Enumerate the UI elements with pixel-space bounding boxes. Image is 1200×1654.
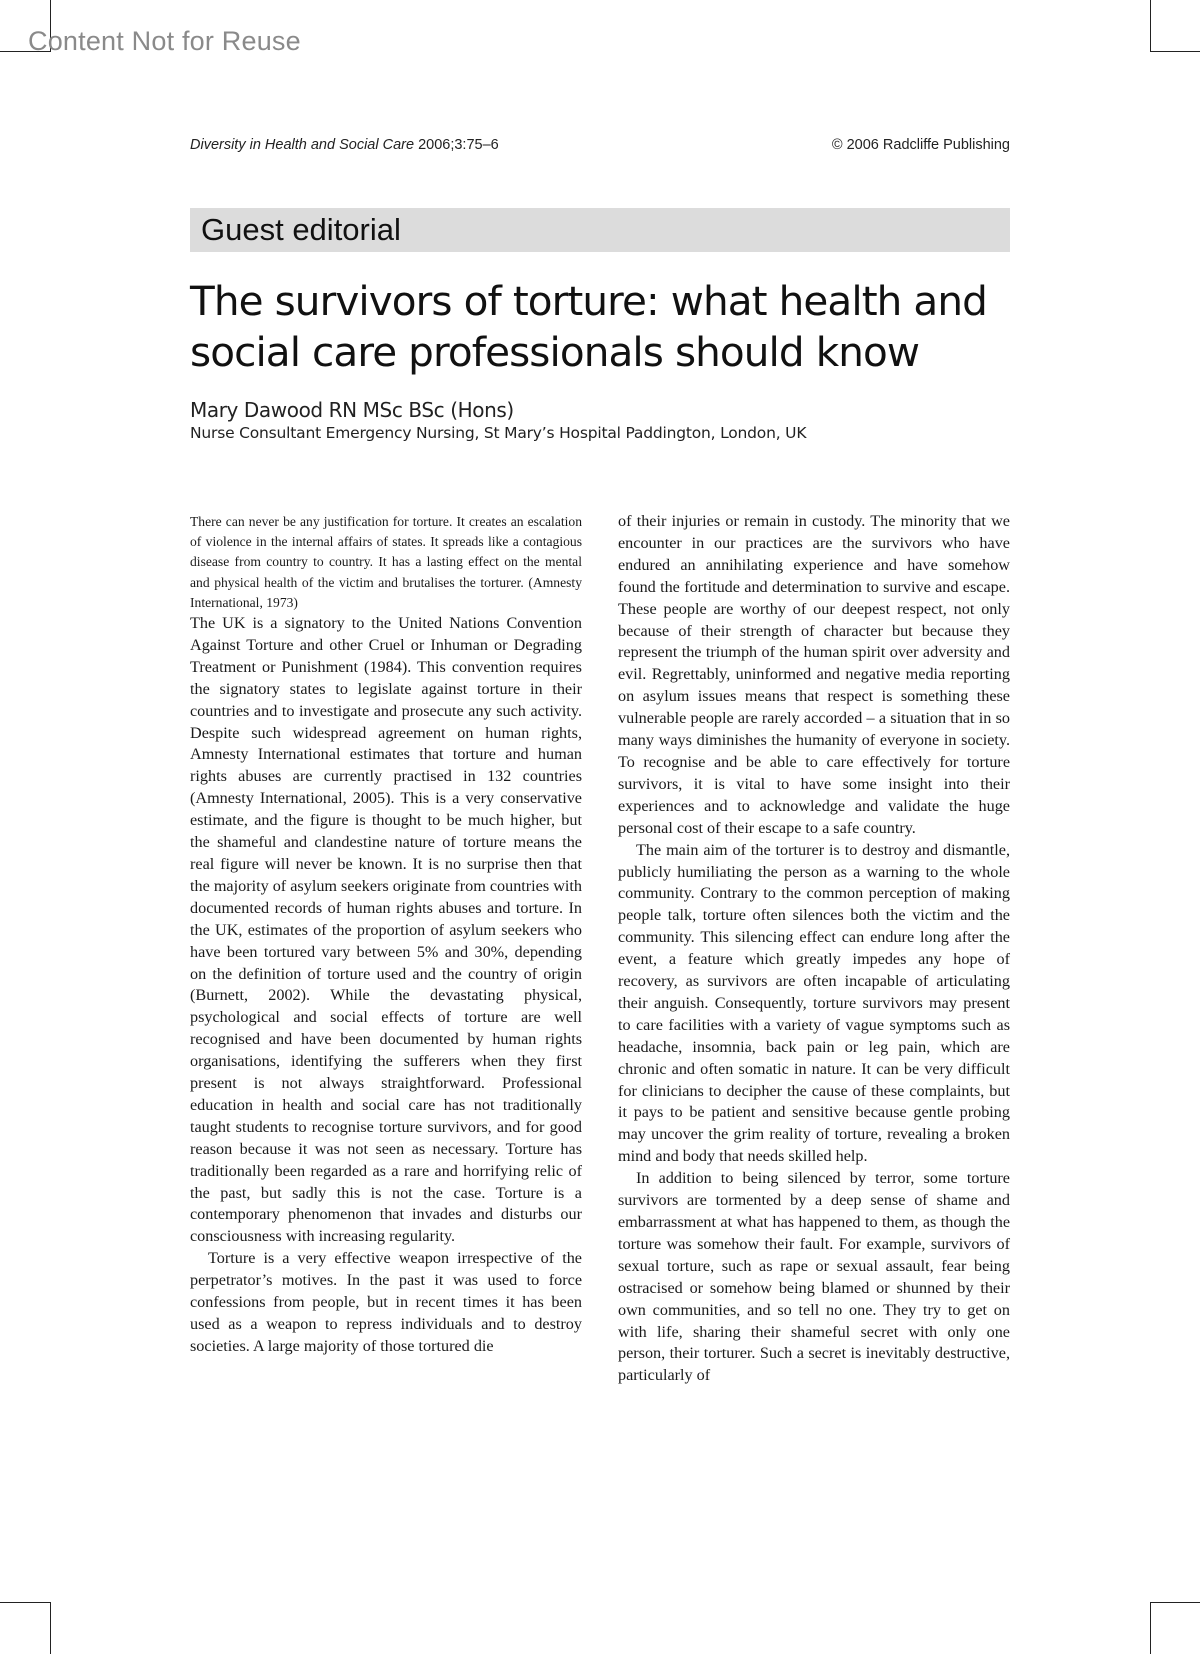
body-paragraph: The main aim of the torturer is to destroy and dismantle, publicly humiliating the person as a warning to the whole community. Contrary to the common perception of making people talk, torture often silences both the victim and the community. This silencing effect can endure long after the event, a feature which greatly impedes any hope of recovery, as survivors are often incapable of articulating their anguish. Consequently, torture survivors may present to care facilities with a variety of vague symptoms such as headache, insomnia, back pain or leg pain, which are chronic and often somatic in nature. It can be very difficult for clinicians to decipher the cause of these complaints, but it pays to be patient and sensitive because gentle probing may uncover the grim reality of torture, revealing a broken mind and body that needs skilled help. <box>618 840 1010 1166</box>
crop-mark-bottom-right-h <box>1151 1602 1200 1603</box>
title-line-2: social care professionals should know <box>190 328 920 376</box>
body-paragraph: Torture is a very effective weapon irrespective of the perpetrator’s motives. In the past it was used to force confessions from people, but in recent times it has been used as a weapon to repress individuals and to destroy societies. A large majority of those tortured die <box>190 1249 582 1355</box>
citation-volume: 2006;3:75–6 <box>414 137 499 153</box>
body-paragraph: The UK is a signatory to the United Nations Convention Against Torture and other Cruel or Inhuman or Degrading Treatment or Punishment (1984). This convention requires the signatory states to legislate against torture in their countries and to investigate and prosecute any such activity. Despite such widespread agreement on human rights, Amnesty International estimates that torture and human rights abuses are currently practised in 132 countries (Amnesty International, 2005). This is a very conservative estimate, and the figure is thought to be much higher, but the shameful and clandestine nature of torture means the real figure will never be known. It is no surprise then that the majority of asylum seekers originate from countries with documented records of human rights abuses and torture. In the UK, estimates of the proportion of asylum seekers who have been tortured vary between 5% and 30%, depending on the definition of torture used and the country of origin (Burnett, 2002). While the devastating physical, psychological and social effects of torture are well recognised and have been documented by human rights organisations, identifying the sufferers when they first present is not always straightforward. Professional education in health and social care has not traditionally taught students to recognise torture survivors, and for good reason because it was not seen as necessary. Torture has traditionally been regarded as a rare and horrifying relic of the past, but sadly this is not the case. Torture is a contemporary phenomenon that invades and disturbs our consciousness with increasing regularity. <box>190 614 582 1246</box>
journal-name: Diversity in Health and Social Care <box>190 137 415 153</box>
body-paragraph: In addition to being silenced by terror, some torture survivors are tormented by a deep sense of shame and embarrassment at what has happened to them, as though the torture was somehow their fault. For example, survivors of sexual torture, such as rape or sexual assault, fear being ostracised or somehow being blamed or shunned by their own communities, and so tell no one. They try to get on with life, sharing their shameful secret with only one person, their torturer. Such a secret is inevitably destructive, particularly of <box>618 1169 1010 1385</box>
title-line-1: The survivors of torture: what health and <box>190 277 987 325</box>
crop-mark-bottom-left-v <box>50 1602 51 1654</box>
author-affiliation: Nurse Consultant Emergency Nursing, St Mary’s Hospital Paddington, London, UK <box>190 424 807 442</box>
article-title <box>190 276 1010 378</box>
crop-mark-top-right-v <box>1150 0 1151 52</box>
left-column <box>190 512 582 1358</box>
watermark: Content Not for Reuse <box>28 26 301 56</box>
crop-mark-top-right-h <box>1151 51 1200 52</box>
body-paragraph: of their injuries or remain in custody. The minority that we encounter in our practices are the survivors who have endured an annihilating experience and have somehow found the fortitude and determination to survive and escape. These people are worthy of our deepest respect, not only because of their strength of character but because they represent the triumph of the human spirit over adversity and evil. Regrettably, uninformed and negative media reporting on asylum issues means that respect is something these vulnerable people are rarely accorded – a situation that in so many ways diminishes the humanity of everyone in society. To recognise and be able to care effectively for torture survivors, it is vital to have some insight into their experiences and to acknowledge and validate the huge personal cost of their escape to a safe country. <box>618 512 1010 837</box>
section-label: Guest editorial <box>201 212 401 247</box>
author-name: Mary Dawood RN MSc BSc (Hons) <box>190 398 514 422</box>
section-band <box>190 208 1010 252</box>
crop-mark-bottom-left-h <box>0 1602 50 1603</box>
journal-citation <box>190 137 499 153</box>
crop-mark-bottom-right-v <box>1150 1602 1151 1654</box>
epigraph-quote: There can never be any justification for torture. It creates an escalation of violence in the internal affairs of states. It spreads like a contagious disease from country to country. It has a lasting effect on the mental and physical health of the victim and brutalises the torturer. (Amnesty International, 1973) <box>190 514 582 610</box>
right-column <box>618 511 1010 1387</box>
copyright-notice: © 2006 Radcliffe Publishing <box>831 137 1010 153</box>
